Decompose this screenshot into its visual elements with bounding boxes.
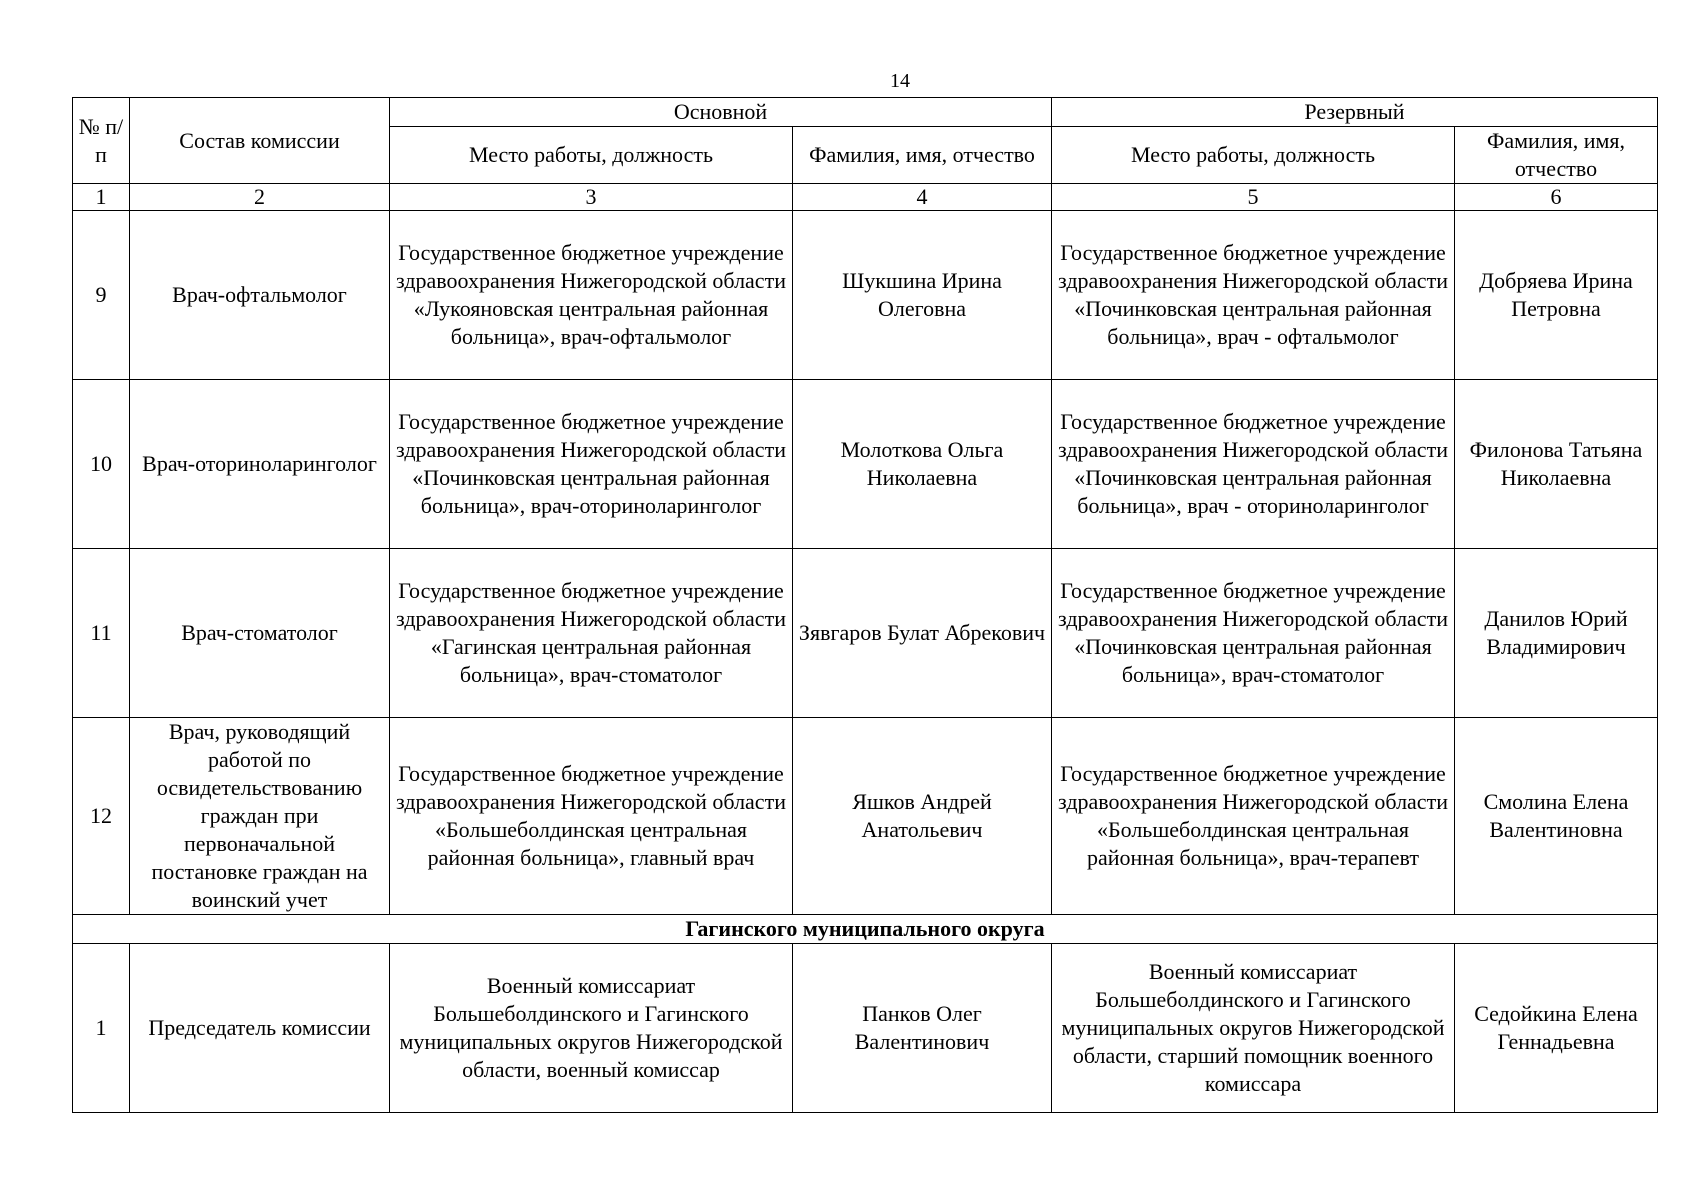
row-reserve-workplace: Государственное бюджетное учреждение здравоохранения Нижегородской области «Починковская центральная районная больница», врач - оториноларинголог: [1052, 380, 1455, 549]
header-main-workplace: Место работы, должность: [390, 127, 793, 184]
row-role: Врач, руководящий работой по освидетельствованию граждан при первоначальной постановке граждан на воинский учет: [130, 718, 390, 915]
table-row: [73, 718, 1658, 915]
section-header-row: [73, 915, 1658, 944]
row-main-name: Шукшина Ирина Олеговна: [793, 211, 1052, 380]
header-num: № п/п: [73, 98, 130, 184]
row-main-name: Молоткова Ольга Николаевна: [793, 380, 1052, 549]
header-main: Основной: [390, 98, 1052, 127]
page-number: 14: [890, 70, 910, 92]
row-role: Председатель комиссии: [130, 944, 390, 1113]
row-main-name: Яшков Андрей Анатольевич: [793, 718, 1052, 915]
row-reserve-name: Смолина Елена Валентиновна: [1455, 718, 1658, 915]
row-role: Врач-стоматолог: [130, 549, 390, 718]
column-number: 4: [793, 184, 1052, 211]
row-main-name: Панков Олег Валентинович: [793, 944, 1052, 1113]
header-reserve-fio: Фамилия, имя, отчество: [1455, 127, 1658, 184]
section-title: Гагинского муниципального округа: [73, 915, 1658, 944]
table-row: [73, 211, 1658, 380]
header-reserve-workplace: Место работы, должность: [1052, 127, 1455, 184]
row-main-workplace: Государственное бюджетное учреждение здравоохранения Нижегородской области «Лукояновская центральная районная больница», врач-офтальмолог: [390, 211, 793, 380]
column-number: 1: [73, 184, 130, 211]
row-reserve-name: Седойкина Елена Геннадьевна: [1455, 944, 1658, 1113]
column-number: 6: [1455, 184, 1658, 211]
table-row: [73, 380, 1658, 549]
row-num: 10: [73, 380, 130, 549]
row-role: Врач-оториноларинголог: [130, 380, 390, 549]
row-num: 12: [73, 718, 130, 915]
column-number: 5: [1052, 184, 1455, 211]
header-composition: Состав комиссии: [130, 98, 390, 184]
row-role: Врач-офтальмолог: [130, 211, 390, 380]
row-reserve-workplace: Государственное бюджетное учреждение здравоохранения Нижегородской области «Починковская центральная районная больница», врач - офтальмолог: [1052, 211, 1455, 380]
row-main-workplace: Военный комиссариат Большеболдинского и Гагинского муниципальных округов Нижегородской области, военный комиссар: [390, 944, 793, 1113]
commission-table: [72, 97, 1658, 1113]
row-main-workplace: Государственное бюджетное учреждение здравоохранения Нижегородской области «Большеболдинская центральная районная больница», главный врач: [390, 718, 793, 915]
table-row: [73, 549, 1658, 718]
row-reserve-name: Филонова Татьяна Николаевна: [1455, 380, 1658, 549]
row-main-name: Зявгаров Булат Абрекович: [793, 549, 1052, 718]
row-main-workplace: Государственное бюджетное учреждение здравоохранения Нижегородской области «Починковская центральная районная больница», врач-оториноларинголог: [390, 380, 793, 549]
header-main-fio: Фамилия, имя, отчество: [793, 127, 1052, 184]
row-num: 1: [73, 944, 130, 1113]
row-reserve-workplace: Военный комиссариат Большеболдинского и Гагинского муниципальных округов Нижегородской области, старший помощник военного комиссара: [1052, 944, 1455, 1113]
row-num: 9: [73, 211, 130, 380]
table-row: [73, 944, 1658, 1113]
row-reserve-workplace: Государственное бюджетное учреждение здравоохранения Нижегородской области «Большеболдинская центральная районная больница», врач-терапевт: [1052, 718, 1455, 915]
column-number: 2: [130, 184, 390, 211]
column-number: 3: [390, 184, 793, 211]
header-reserve: Резервный: [1052, 98, 1658, 127]
row-reserve-workplace: Государственное бюджетное учреждение здравоохранения Нижегородской области «Починковская центральная районная больница», врач-стоматолог: [1052, 549, 1455, 718]
row-reserve-name: Добряева Ирина Петровна: [1455, 211, 1658, 380]
row-num: 11: [73, 549, 130, 718]
row-reserve-name: Данилов Юрий Владимирович: [1455, 549, 1658, 718]
row-main-workplace: Государственное бюджетное учреждение здравоохранения Нижегородской области «Гагинская центральная районная больница», врач-стоматолог: [390, 549, 793, 718]
